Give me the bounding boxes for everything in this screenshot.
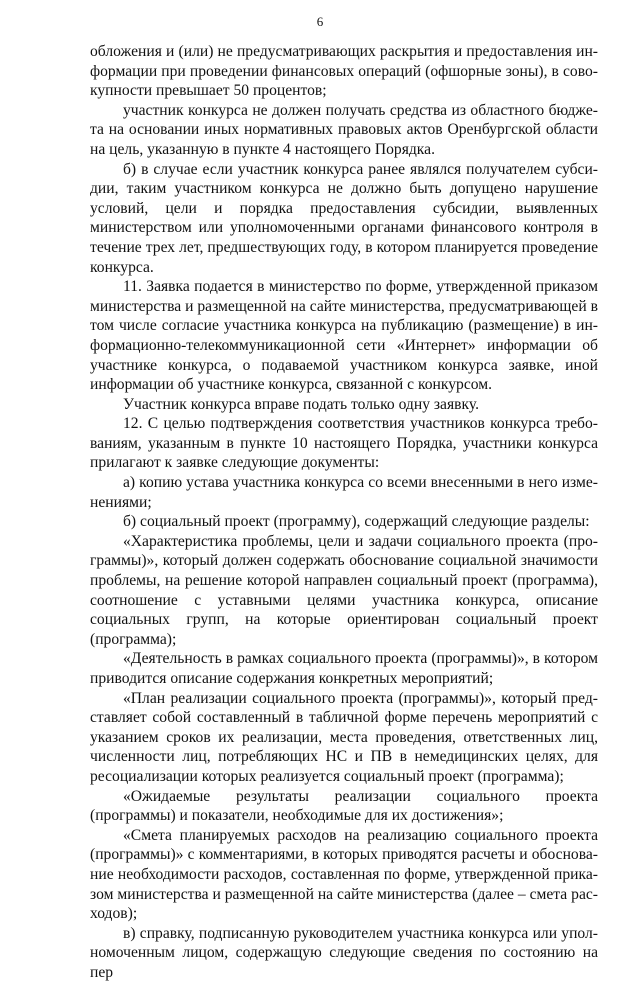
paragraph-item-11-application: 11. Заявка подается в министерство по форме, утвержденной приказом министерства и размещенной на сайте министерства, предусматривающей в том числе согласие участника конкурса на публикацию (размещение) в информационно-телекоммуникационной сети «Интернет» информации об участнике конкурса, о подаваемой участником конкурса заявке, иной информации об участнике конкурса, связанной с конкурсом. (90, 278, 598, 394)
page-number: 6 (316, 14, 324, 29)
paragraph-item-b-project: б) социальный проект (программу), содержащий следующие разделы: (123, 513, 590, 531)
paragraph-section-characteristics: «Характеристика проблемы, цели и задачи социального проекта (программы)», который должен содержать обоснование социальной значимости проблемы, на решение которой направлен социальный проект (программа), соотношение с уставными целями участника конкурса, описание социальных групп, на которые ориентирован социальный проект (программа); (90, 532, 598, 648)
paragraph-item-a-charter: а) копию устава участника конкурса со всеми внесенными в него изменениями; (90, 474, 598, 511)
paragraph-section-plan: «План реализации социального проекта (программы)», который представляет собой составленный в табличной форме перечень мероприятий с указанием сроков их реализации, места проведения, ответственных лиц, численности лиц, потребляющих НС и ПВ в немедицинских целях, для ресоциализации которых реализуется социальный проект (программа); (90, 689, 598, 785)
paragraph-section-results: «Ожидаемые результаты реализации социального проекта (программы) и показатели, необходимые для их достижения»; (90, 787, 598, 825)
paragraph-one-application: Участник конкурса вправе подать только одну заявку. (123, 395, 479, 413)
paragraph-item-b-subsidy: б) в случае если участник конкурса ранее являлся получателем субсидии, таким участником конкурса не должно быть допущено нарушение условий, цели и порядка предоставления субсидии, выявленных министерством или уполномоченными органами финансового контроля в течение трех лет, предшествующих году, в котором планируется проведение конкурса. (90, 160, 598, 276)
paragraph-item-12-documents: 12. С целью подтверждения соответствия участников конкурса требованиям, указанным в пункте 10 настоящего Порядка, участники конкурса прилагают к заявке следующие документы: (90, 415, 598, 472)
paragraph-budget-funds: участник конкурса не должен получать средства из областного бюджета на основании иных нормативных правовых актов Оренбургской области на цель, указанную в пункте 4 настоящего Порядка. (90, 101, 598, 158)
paragraph-item-v-certificate: в) справку, подписанную руководителем участника конкурса или уполномоченным лицом, содержащую следующие сведения по состоянию на пер (90, 924, 598, 981)
paragraph-section-activities: «Деятельность в рамках социального проекта (программы)», в котором приводится описание содержания конкретных мероприятий; (90, 650, 598, 687)
document-body (90, 42, 598, 983)
paragraph-offshore-continuation: обложения и (или) не предусматривающих раскрытия и предоставления информации при проведении финансовых операций (офшорные зоны), в совокупности превышает 50 процентов; (90, 43, 598, 100)
paragraph-section-budget: «Смета планируемых расходов на реализацию социального проекта (программы)» с комментариями, в которых приводятся расчеты и обоснование необходимости расходов, составленная по форме, утвержденной приказом министерства и размещенной на сайте министерства (далее – смета расходов); (90, 826, 598, 923)
